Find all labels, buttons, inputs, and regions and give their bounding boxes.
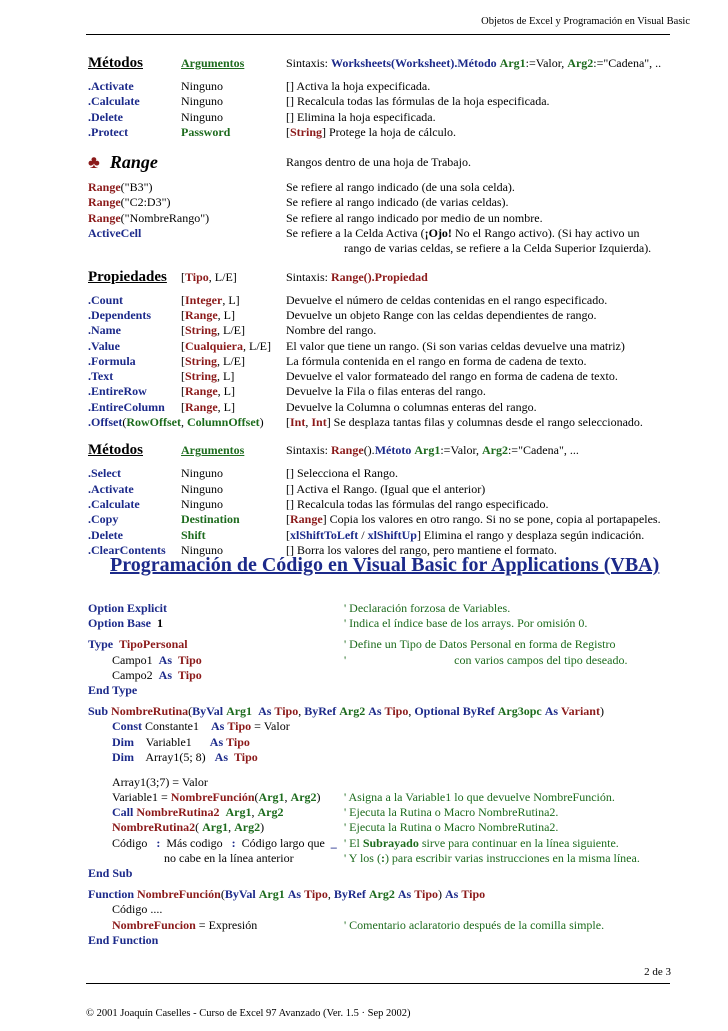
vba-code-block [88,601,688,948]
rm-row: .Select Ninguno [] Selecciona el Rango. [88,466,398,481]
club-icon: ♣ [88,152,100,173]
code-line: no cabe en la línea anterior ' Y los (:) para escribir varias instrucciones en la misma línea. [164,850,640,865]
header-rule [86,34,670,35]
rm-args-heading: Argumentos [181,443,245,458]
prop-row: .Formula [String, L/E] La fórmula contenida en el rango en forma de cadena de texto. [88,353,587,368]
code-line: Array1(3;7) = Valor [112,774,208,789]
code-line: End Type [88,682,138,697]
ws-methods-header [88,53,688,73]
prop-row: .EntireRow [Range, L] Devuelve la Fila o filas enteras del rango. [88,384,486,399]
ws-method-row: .Activate Ninguno [] Activa la hoja expecificada. [88,79,431,93]
code-line: Dim Variable1 As Tipo [112,734,250,749]
ws-method-row: .Protect Password [String] Protege la hoja de cálculo. [88,124,456,139]
range-ref-row: Range("B3") Se refiere al rango indicado (de una sola celda). [88,180,515,195]
ws-method-row: .Calculate Ninguno [] Recalcula todas las fórmulas de la hoja especificada. [88,94,550,109]
code-line: Function NombreFunción(ByVal Arg1 As Tipo, ByRef Arg2 As Tipo) As Tipo [88,887,486,902]
rm-methods-heading: Métodos [88,442,143,459]
range-desc: Rangos dentro de una hoja de Trabajo. [286,155,471,170]
props-header: Propiedades [Tipo, L/E] Sintaxis: Range().Propiedad [88,268,428,285]
prop-row: .Dependents [Range, L] Devuelve un objeto Range con las celdas dependientes de rango. [88,307,597,322]
footer-rule [86,983,670,984]
running-header: Objetos de Excel y Programación en Visual Basic [481,16,690,27]
rm-row: .Calculate Ninguno [] Recalcula todas las fórmulas del rango especificado. [88,496,549,511]
range-ref-row: Range("C2:D3") Se refiere al rango indicado (de varias celdas). [88,195,509,210]
rm-row: .Copy Destination [Range] Copia los valores en otro rango. Si no se pone, copia al portapapeles. [88,512,661,527]
rm-row: .Delete Shift [xlShiftToLeft / xlShiftUp] Elimina el rango y desplaza según indicación. [88,527,645,542]
ws-args-heading: Argumentos [181,56,245,70]
code-line: Call NombreRutina2 Arg1, Arg2 ' Ejecuta la Rutina o Macro NombreRutina2. [112,805,559,820]
code-line: Const Constante1 As Tipo = Valor [112,719,290,734]
range-ref-row: rango de varias celdas, se refiere a la Celda Superior Izquierda). [344,241,652,256]
page-number: 2 de 3 [644,966,671,978]
prop-row: .Value [Cualquiera, L/E] El valor que tiene un rango. (Si son varias celdas devuelve una matriz) [88,338,625,353]
prop-row: .Count [Integer, L] Devuelve el número de celdas contenidas en el rango especificado. [88,292,608,307]
ws-method-row: .Delete Ninguno [] Elimina la hoja especificada. [88,109,436,124]
code-line: End Sub [88,866,133,880]
code-line: Type TipoPersonal ' Define un Tipo de Datos Personal en forma de Registro [88,637,616,652]
code-line: Campo1 As Tipo ' con varios campos del tipo deseado. [112,652,628,667]
code-line: Option Explicit ' Declaración forzosa de Variables. [88,601,511,615]
range-ref-row: ActiveCell Se refiere a la Celda Activa (¡Ojo! No el Rango activo). (Si hay activo un [88,226,640,241]
prop-row: .EntireColumn [Range, L] Devuelve la Columna o columnas enteras del rango. [88,399,537,414]
ws-syntax: Sintaxis: Worksheets(Worksheet).Método Arg1:=Valor, Arg2:="Cadena", .. [286,56,662,70]
range-header [88,150,688,174]
code-line: NombreFuncion = Expresión ' Comentario aclaratorio después de la comilla simple. [112,917,605,932]
ws-methods-heading: Métodos [88,55,143,71]
prop-row: .Text [String, L] Devuelve el valor formateado del rango en forma de cadena de texto. [88,369,618,384]
rm-row: .Activate Ninguno [] Activa el Rango. (Igual que el anterior) [88,481,486,496]
code-line: Sub NombreRutina(ByVal Arg1 As Tipo, ByRef Arg2 As Tipo, Optional ByRef Arg3opc As Variant) [88,704,604,719]
props-heading: Propiedades [88,268,167,285]
code-line: Código .... [112,902,163,917]
footer-text: © 2001 Joaquín Caselles - Curso de Excel 97 Avanzado (Ver. 1.5 · Sep 2002) [86,1008,411,1019]
rm-header: Métodos Argumentos Sintaxis: Range().Métoto Arg1:=Valor, Arg2:="Cadena", ... [88,442,579,459]
code-line: Variable1 = NombreFunción(Arg1, Arg2) ' Asigna a la Variable1 lo que devuelve NombreFunción. [112,790,615,805]
code-line: Option Base 1 ' Indica el índice base de los arrays. Por omisión 0. [88,616,588,631]
rm-row: .ClearContents Ninguno [] Borra los valores del rango, pero mantiene el formato. [88,542,557,557]
range-ref-row: Range("NombreRango") Se refiere al rango indicado por medio de un nombre. [88,210,543,225]
code-line: NombreRutina2( Arg1, Arg2) ' Ejecuta la Rutina o Macro NombreRutina2. [112,820,559,835]
prop-row-offset: .Offset(RowOffset, ColumnOffset) [Int, Int] Se desplaza tantas filas y columnas desde el rango seleccionado. [88,415,643,430]
vba-section-title: Programación de Código en Visual Basic for Applications (VBA) [110,554,660,576]
code-line: Código : Más codigo : Código largo que _ ' El Subrayado sirve para continuar en la línea siguiente. [112,835,619,850]
code-line: End Function [88,932,159,947]
code-line: Dim Array1(5; 8) As Tipo [112,749,258,764]
code-line: Campo2 As Tipo [112,667,202,682]
reference-content [88,53,688,558]
prop-row: .Name [String, L/E] Nombre del rango. [88,323,377,338]
range-title: Range [109,152,158,173]
